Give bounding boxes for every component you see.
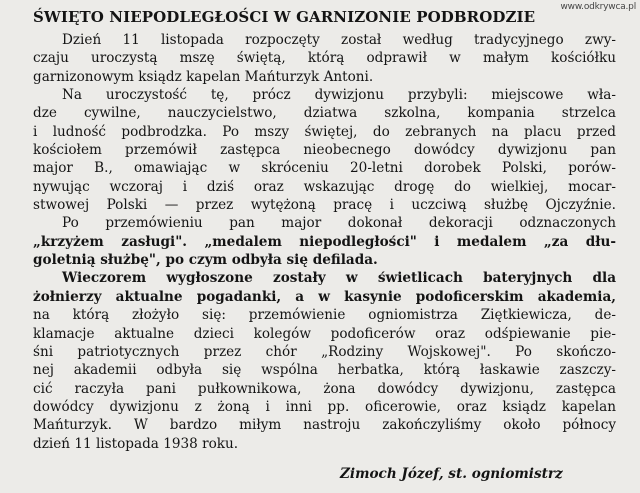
article-line: i ludność podbrodzka. Po mszy świętej, do zebranych na placu przed (33, 123, 616, 140)
article-headline: ŚWIĘTO NIEPODLEGŁOŚCI W GARNIZONIE PODBRODZIE (33, 8, 536, 26)
article-line: garnizonowym ksiądz kapelan Mańturzyk Antoni. (33, 68, 374, 85)
article-line: Po przemówieniu pan major dokonał dekoracji odznaczonych (62, 215, 616, 232)
article-line: na którą złożyło się: przemówienie ogniomistrza Ziętkiewicza, de- (33, 307, 616, 324)
article-line: czaju uroczystą mszę świętą, którą odprawił w małym kościółku (33, 50, 616, 67)
article-line: goletnią służbę", po czym odbyła się defilada. (33, 252, 378, 269)
article-body (33, 31, 616, 453)
article-line: „krzyżem zasługi". „medalem niepodległości" i medalem „za dłu- (33, 233, 616, 250)
article-line: Mańturzyk. W bardzo miłym nastroju zakończyliśmy około północy (33, 417, 616, 434)
article-line: dzień 11 listopada 1938 roku. (33, 435, 239, 452)
article-line: Wieczorem wygłoszone zostały w świetlicach bateryjnych dla (62, 270, 616, 287)
article-line: cić raczyła pani pułkownikowa, żona dowódcy dywizjonu, zastępca (33, 380, 616, 397)
article-line: Dzień 11 listopada rozpoczęty został według tradycyjnego zwy- (62, 32, 616, 48)
watermark: www.odkrywca.pl (560, 2, 636, 12)
article-line: klamacje aktualne dzieci kolegów podoficerów oraz odśpiewanie pie- (33, 325, 616, 342)
article-line: nywując wczoraj i dziś oraz wskazując drogę do wielkiej, mocar- (33, 178, 616, 195)
article-line: śni patriotycznych przez chór „Rodziny Wojskowej". Po skończo- (33, 343, 616, 360)
article-line: kościołem przemówił zastępca nieobecnego dowódcy dywizjonu pan (33, 142, 616, 159)
article-line: Na uroczystość tę, prócz dywizjonu przybyli: miejscowe wła- (62, 87, 616, 104)
article-line: nej akademii odbyła się wspólna herbatka, którą łaskawie zaszczy- (33, 362, 616, 379)
article-line: stwowej Polski — przez wytężoną pracę i uczciwą służbę Ojczyźnie. (33, 197, 616, 214)
article-line: major B., omawiając w skróceniu 20-letni dorobek Polski, porów- (33, 160, 616, 177)
article-line: dowódcy dywizjonu z żoną i inni pp. oficerowie, oraz ksiądz kapelan (33, 398, 616, 415)
article-line: żołnierzy aktualne pogadanki, a w kasynie podoficerskim akademia, (33, 288, 616, 305)
article-line: dze cywilne, nauczycielstwo, dziatwa szkolna, kompania strzelca (33, 105, 616, 122)
author-signature: Zimoch Józef, st. ogniomistrz (340, 466, 563, 482)
